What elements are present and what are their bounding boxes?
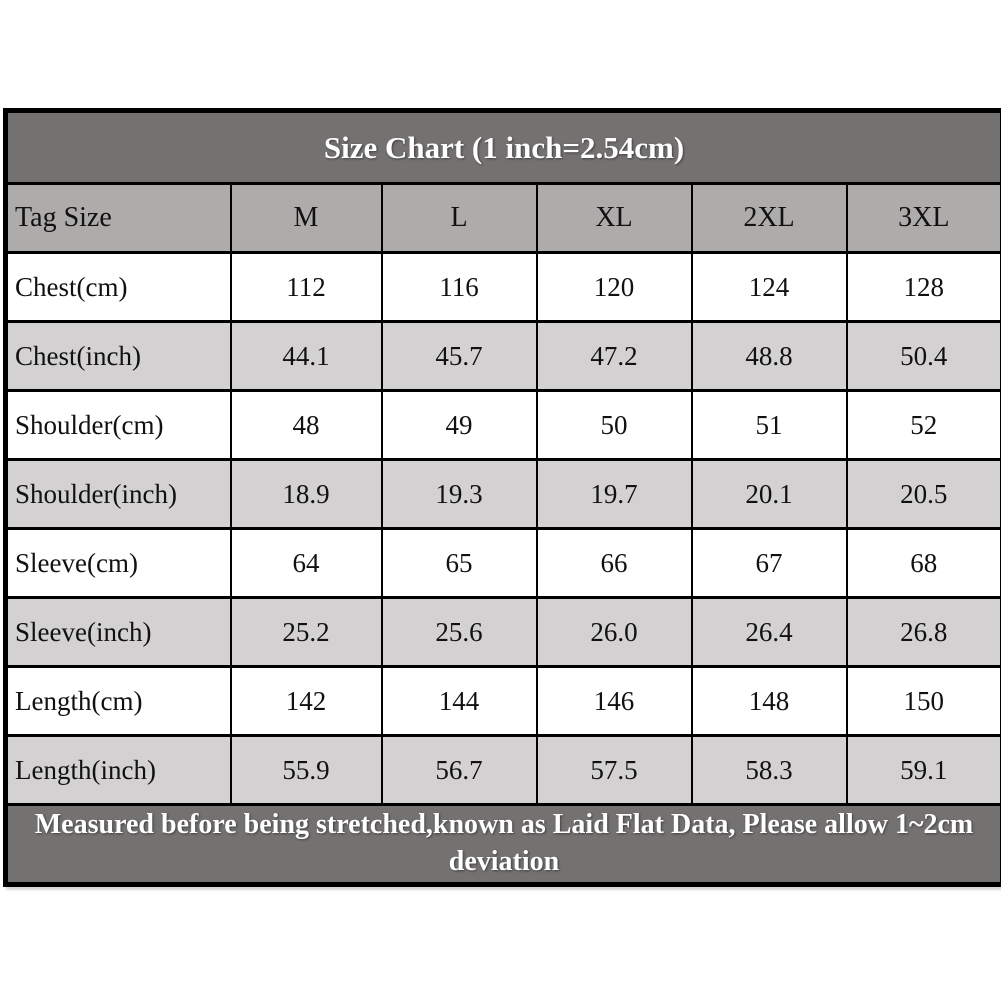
- column-header-l: L: [382, 184, 537, 253]
- cell-value: 148: [692, 667, 847, 736]
- cell-value: 25.6: [382, 598, 537, 667]
- cell-value: 146: [537, 667, 692, 736]
- cell-value: 65: [382, 529, 537, 598]
- cell-value: 19.7: [537, 460, 692, 529]
- cell-value: 44.1: [231, 322, 382, 391]
- size-table-body: [6, 253, 1001, 805]
- cell-value: 64: [231, 529, 382, 598]
- cell-value: 52: [847, 391, 1001, 460]
- size-table-head: [6, 111, 1001, 253]
- size-table-foot: [6, 805, 1001, 885]
- cell-value: 150: [847, 667, 1001, 736]
- cell-value: 55.9: [231, 736, 382, 805]
- cell-value: 49: [382, 391, 537, 460]
- column-header-tag-size: Tag Size: [6, 184, 231, 253]
- row-label: Shoulder(inch): [6, 460, 231, 529]
- cell-value: 20.1: [692, 460, 847, 529]
- cell-value: 48.8: [692, 322, 847, 391]
- table-row: [6, 391, 1001, 460]
- row-label: Length(inch): [6, 736, 231, 805]
- column-header-xl: XL: [537, 184, 692, 253]
- cell-value: 66: [537, 529, 692, 598]
- cell-value: 50: [537, 391, 692, 460]
- header-row: [6, 184, 1001, 253]
- row-label: Chest(cm): [6, 253, 231, 322]
- table-row: [6, 667, 1001, 736]
- table-note: Measured before being stretched,known as Laid Flat Data, Please allow 1~2cm deviation: [6, 805, 1001, 885]
- cell-value: 112: [231, 253, 382, 322]
- table-row: [6, 529, 1001, 598]
- cell-value: 128: [847, 253, 1001, 322]
- row-label: Shoulder(cm): [6, 391, 231, 460]
- cell-value: 20.5: [847, 460, 1001, 529]
- cell-value: 26.0: [537, 598, 692, 667]
- cell-value: 48: [231, 391, 382, 460]
- cell-value: 25.2: [231, 598, 382, 667]
- row-label: Chest(inch): [6, 322, 231, 391]
- cell-value: 124: [692, 253, 847, 322]
- table-row: [6, 322, 1001, 391]
- cell-value: 50.4: [847, 322, 1001, 391]
- size-chart-table: [3, 108, 1001, 887]
- cell-value: 58.3: [692, 736, 847, 805]
- cell-value: 142: [231, 667, 382, 736]
- table-row: [6, 460, 1001, 529]
- cell-value: 26.4: [692, 598, 847, 667]
- table-row: [6, 598, 1001, 667]
- cell-value: 47.2: [537, 322, 692, 391]
- table-title: Size Chart (1 inch=2.54cm): [6, 111, 1001, 184]
- cell-value: 57.5: [537, 736, 692, 805]
- cell-value: 45.7: [382, 322, 537, 391]
- cell-value: 59.1: [847, 736, 1001, 805]
- cell-value: 26.8: [847, 598, 1001, 667]
- cell-value: 56.7: [382, 736, 537, 805]
- cell-value: 68: [847, 529, 1001, 598]
- cell-value: 116: [382, 253, 537, 322]
- cell-value: 144: [382, 667, 537, 736]
- title-row: [6, 111, 1001, 184]
- cell-value: 18.9: [231, 460, 382, 529]
- column-header-3xl: 3XL: [847, 184, 1001, 253]
- row-label: Sleeve(inch): [6, 598, 231, 667]
- row-label: Length(cm): [6, 667, 231, 736]
- column-header-m: M: [231, 184, 382, 253]
- cell-value: 120: [537, 253, 692, 322]
- row-label: Sleeve(cm): [6, 529, 231, 598]
- column-header-2xl: 2XL: [692, 184, 847, 253]
- cell-value: 51: [692, 391, 847, 460]
- table-row: [6, 253, 1001, 322]
- note-row: [6, 805, 1001, 885]
- cell-value: 67: [692, 529, 847, 598]
- table-row: [6, 736, 1001, 805]
- cell-value: 19.3: [382, 460, 537, 529]
